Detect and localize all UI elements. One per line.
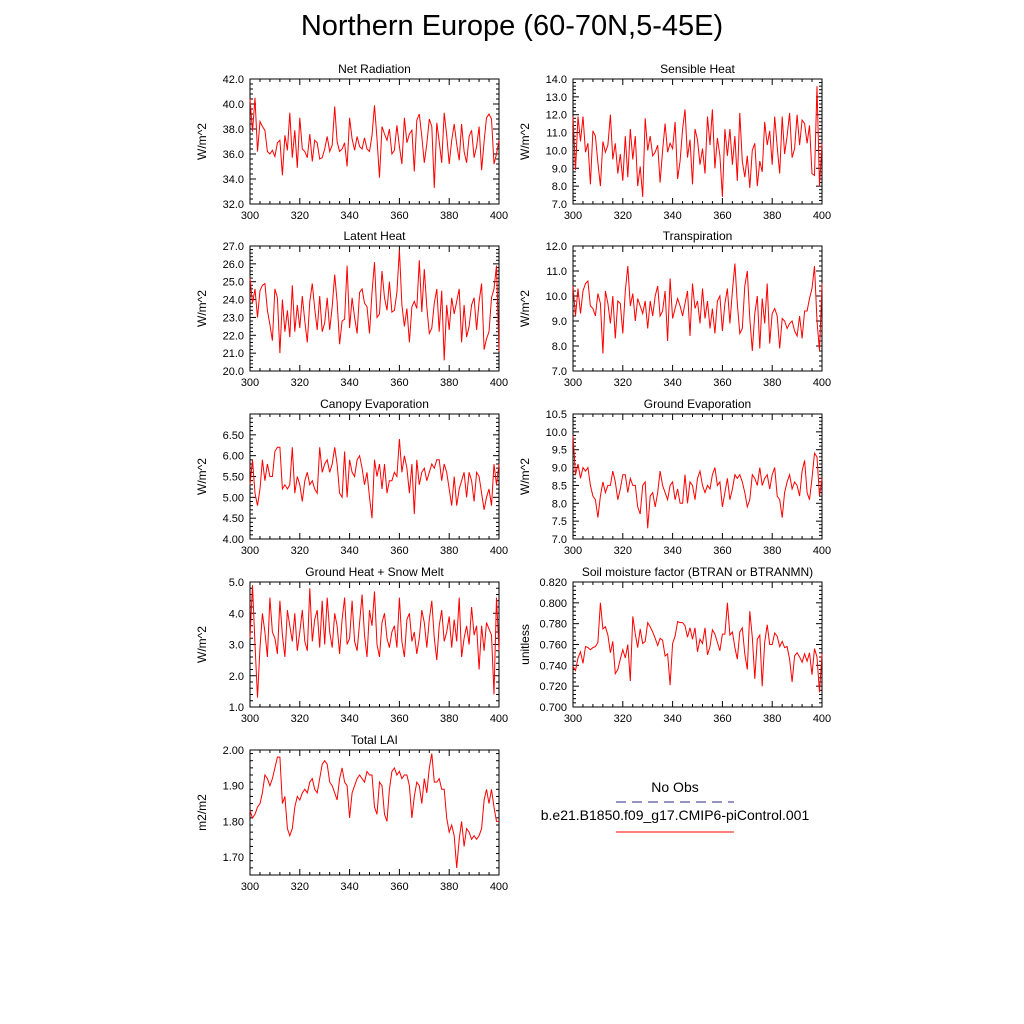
legend-model-label: b.e21.B1850.f09_g17.CMIP6-piControl.001	[540, 807, 810, 823]
y-axis-label: W/m^2	[518, 290, 532, 327]
panel-9	[195, 733, 508, 893]
y-tick-label: 42.0	[222, 74, 244, 86]
y-axis-label: W/m^2	[518, 458, 532, 495]
y-tick-label: 27.0	[222, 241, 244, 253]
y-tick-label: 14.0	[545, 74, 567, 86]
y-tick-label: 4.50	[222, 513, 244, 526]
x-tick-label: 400	[812, 713, 832, 725]
y-tick-label: 38.0	[222, 124, 244, 136]
y-tick-label: 12.0	[545, 241, 567, 253]
series-line	[573, 264, 822, 354]
y-tick-label: 2.0	[228, 670, 244, 683]
x-tick-label: 360	[390, 545, 409, 557]
y-axis-label: W/m^2	[195, 626, 209, 663]
panel-4	[518, 229, 831, 389]
y-tick-label: 10.0	[545, 426, 567, 439]
panel-title: Latent Heat	[343, 229, 406, 243]
y-tick-label: 5.0	[228, 577, 244, 589]
y-tick-label: 7.0	[551, 366, 567, 378]
x-tick-label: 320	[290, 210, 309, 222]
series-line	[250, 585, 499, 698]
series-line	[573, 435, 822, 528]
x-tick-label: 320	[613, 377, 632, 389]
y-tick-label: 1.80	[222, 816, 244, 829]
x-tick-label: 340	[663, 545, 682, 557]
x-tick-label: 400	[812, 545, 832, 557]
series-line	[250, 439, 499, 518]
x-tick-label: 320	[613, 713, 632, 725]
x-tick-label: 320	[613, 210, 632, 222]
panel-5	[195, 397, 508, 557]
y-tick-label: 11.0	[546, 127, 567, 140]
y-tick-label: 4.00	[222, 534, 244, 546]
x-tick-label: 300	[563, 545, 583, 557]
x-tick-label: 360	[390, 713, 409, 725]
y-tick-label: 36.0	[222, 149, 244, 161]
y-tick-label: 21.0	[222, 348, 244, 361]
x-tick-label: 380	[440, 881, 459, 893]
y-axis-label: W/m^2	[195, 290, 209, 327]
x-tick-label: 380	[440, 377, 459, 389]
panel-6	[518, 397, 831, 557]
x-tick-label: 360	[713, 713, 732, 725]
y-tick-label: 8.5	[551, 480, 567, 493]
y-tick-label: 0.800	[539, 597, 567, 610]
y-tick-label: 1.70	[222, 852, 244, 865]
panel-3	[195, 229, 508, 389]
x-tick-label: 300	[563, 210, 583, 222]
y-tick-label: 10.5	[545, 409, 567, 421]
y-tick-label: 3.0	[228, 639, 244, 652]
y-tick-label: 24.0	[222, 294, 244, 307]
panel-2	[518, 62, 831, 222]
x-tick-label: 360	[713, 377, 732, 389]
x-tick-label: 400	[489, 881, 509, 893]
y-axis-label: unitless	[518, 624, 532, 665]
y-tick-label: 13.0	[545, 91, 567, 104]
x-tick-label: 320	[290, 881, 309, 893]
y-tick-label: 0.720	[539, 681, 567, 694]
y-tick-label: 20.0	[222, 366, 244, 378]
x-tick-label: 320	[290, 545, 309, 557]
x-tick-label: 380	[440, 210, 459, 222]
y-tick-label: 23.0	[222, 312, 244, 325]
series-line	[573, 603, 822, 693]
y-tick-label: 1.0	[228, 702, 244, 714]
y-axis-label: W/m^2	[195, 458, 209, 495]
panel-7	[195, 565, 508, 725]
y-tick-label: 5.00	[222, 492, 244, 505]
y-axis-label: W/m^2	[195, 123, 209, 160]
panel-title: Total LAI	[351, 733, 398, 747]
series-line	[250, 250, 499, 361]
x-tick-label: 380	[440, 545, 459, 557]
x-tick-label: 400	[812, 210, 832, 222]
y-tick-label: 40.0	[222, 99, 244, 111]
y-tick-label: 9.0	[551, 163, 567, 176]
x-tick-label: 380	[763, 210, 782, 222]
x-tick-label: 300	[240, 210, 260, 222]
x-tick-label: 400	[812, 377, 832, 389]
y-tick-label: 11.0	[546, 266, 567, 278]
y-tick-label: 1.90	[222, 780, 244, 793]
y-tick-label: 2.00	[222, 745, 244, 757]
y-tick-label: 7.0	[551, 534, 567, 546]
y-tick-label: 10.0	[545, 291, 567, 303]
x-tick-label: 380	[763, 377, 782, 389]
y-tick-label: 8.0	[551, 498, 567, 511]
plot-frame	[250, 750, 499, 875]
x-tick-label: 400	[489, 377, 509, 389]
panel-title: Transpiration	[662, 229, 733, 243]
x-tick-label: 360	[713, 545, 732, 557]
y-tick-label: 0.780	[539, 618, 567, 631]
y-tick-label: 10.0	[545, 145, 567, 158]
legend	[541, 779, 810, 832]
panel-title: Net Radiation	[338, 62, 411, 76]
panel-1	[195, 62, 508, 222]
y-tick-label: 8.0	[551, 181, 567, 194]
x-tick-label: 340	[663, 713, 682, 725]
x-tick-label: 380	[440, 713, 459, 725]
x-tick-label: 320	[613, 545, 632, 557]
y-tick-label: 9.0	[551, 316, 567, 328]
x-tick-label: 360	[390, 377, 409, 389]
y-tick-label: 9.0	[551, 462, 567, 475]
y-tick-label: 12.0	[545, 109, 567, 122]
plot-frame	[573, 414, 822, 539]
y-tick-label: 0.700	[539, 702, 567, 714]
plot-frame	[250, 414, 499, 539]
x-tick-label: 360	[390, 881, 409, 893]
x-tick-label: 340	[340, 881, 359, 893]
panel-title: Soil moisture factor (BTRAN or BTRANMN)	[581, 565, 814, 579]
y-tick-label: 32.0	[222, 199, 244, 211]
legend-obs-label: No Obs	[651, 779, 699, 795]
x-tick-label: 400	[489, 713, 509, 725]
x-tick-label: 300	[240, 713, 260, 725]
x-tick-label: 360	[390, 210, 409, 222]
panel-title: Canopy Evaporation	[320, 397, 429, 411]
x-tick-label: 300	[563, 377, 583, 389]
x-tick-label: 400	[489, 210, 509, 222]
plot-frame	[573, 246, 822, 371]
y-tick-label: 0.760	[539, 639, 567, 652]
y-tick-label: 7.5	[551, 516, 567, 529]
panel-8	[518, 565, 831, 725]
x-tick-label: 300	[240, 881, 260, 893]
y-tick-label: 22.0	[222, 330, 244, 343]
chart-panels	[195, 62, 831, 893]
plot-frame	[250, 79, 499, 204]
x-tick-label: 300	[240, 377, 260, 389]
plot-frame	[573, 582, 822, 707]
x-tick-label: 320	[290, 377, 309, 389]
y-tick-label: 0.820	[539, 577, 567, 589]
x-tick-label: 400	[489, 545, 509, 557]
y-tick-label: 25.0	[222, 276, 244, 289]
x-tick-label: 340	[340, 210, 359, 222]
x-tick-label: 380	[763, 545, 782, 557]
y-tick-label: 8.0	[551, 341, 567, 353]
x-tick-label: 380	[763, 713, 782, 725]
y-axis-label: W/m^2	[518, 123, 532, 160]
series-line	[250, 754, 499, 868]
x-tick-label: 360	[713, 210, 732, 222]
x-tick-label: 300	[563, 713, 583, 725]
y-tick-label: 6.00	[222, 450, 244, 463]
y-tick-label: 26.0	[222, 258, 244, 271]
x-tick-label: 300	[240, 545, 260, 557]
y-tick-label: 34.0	[222, 174, 244, 186]
x-tick-label: 340	[340, 713, 359, 725]
x-tick-label: 340	[340, 377, 359, 389]
series-line	[250, 98, 499, 188]
x-tick-label: 340	[663, 377, 682, 389]
panel-title: Ground Heat + Snow Melt	[305, 565, 444, 579]
panel-title: Sensible Heat	[660, 62, 735, 76]
x-tick-label: 340	[663, 210, 682, 222]
y-axis-label: m2/m2	[195, 794, 209, 831]
figure-title: Northern Europe (60-70N,5-45E)	[300, 10, 724, 42]
y-tick-label: 6.50	[222, 429, 244, 442]
y-tick-label: 9.5	[551, 444, 567, 457]
y-tick-label: 5.50	[222, 471, 244, 484]
series-line	[573, 86, 822, 197]
y-tick-label: 4.0	[228, 608, 244, 621]
y-tick-label: 7.0	[551, 199, 567, 211]
x-tick-label: 340	[340, 545, 359, 557]
y-tick-label: 0.740	[539, 660, 567, 673]
x-tick-label: 320	[290, 713, 309, 725]
panel-title: Ground Evaporation	[643, 397, 752, 411]
